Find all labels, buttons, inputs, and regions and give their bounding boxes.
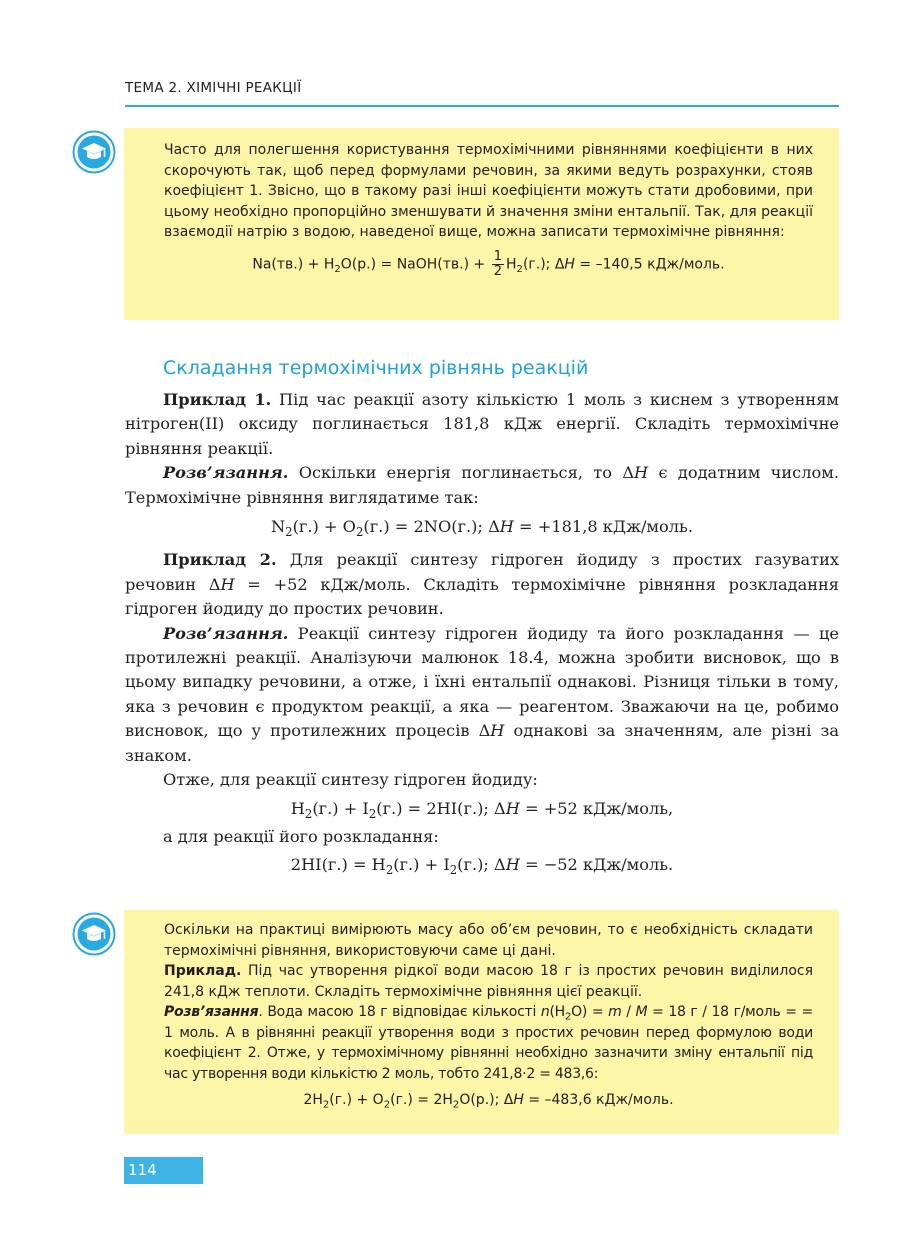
note-box-coefficients [124, 128, 839, 320]
equation-hi-synthesis: $H_2(г.) + I_2(г.) = 2HI(г.)$; ΔH = +52 кДж/моль, [290, 798, 674, 821]
example-1-solution: Розв’язання. Оскільки енергія поглинається, то ΔH є додатним числом. Термохімічне рівняння виглядатиме так: [125, 463, 839, 507]
note-solution: Розв’язання. Вода масою 18 г відповідає кількості $n(H_2O) = m / M = 18$ г / 18 г/моль = = 1 моль. А в рівнянні реакції утворення води з простих речовин перед формулою води коефіцієнт 2. Отже, у термохімічному рівнянні необхідно зазначити зміну ентальпії під час утворення води кількістю 2 моль, тобто 241,8·2 = 483,6: [164, 1004, 813, 1082]
section-title: Складання термохімічних рівнянь реакцій [163, 357, 589, 379]
example-2-solution: Розв’язання. Реакції синтезу гідроген йодиду та його розкладання — це протилежні реакції. Аналізуючи малюнок 18.4, можна зробити висновок, що в цьому випадку речовини, а отже, і їхні ентальпії однакові. Різниця тільки в тому, яка з речовин є продуктом реакції, а яка — реагентом. Зважаючи на це, робимо висновок, що у протилежних процесів ΔH однакові за значенням, але різні за знаком. [125, 623, 839, 765]
fraction-one-half: $\frac{1}{2}$ [493, 248, 502, 279]
equation-nitrogen-oxygen: $N_2(г.) + O_2(г.) = 2NO(г.)$; ΔH = +181,8 кДж/моль. [270, 517, 694, 540]
equation-hi-decomposition: $2HI(г.) = H_2(г.) + I_2(г.)$; ΔH = −52 кДж/моль. [290, 855, 674, 878]
example-2-paragraph: Приклад 2. Для реакції синтезу гідроген йодиду з простих газуватих речовин ΔH = +52 кДж/моль. Складіть термохімічне рівняння розкладання гідроген йодиду до простих речовин. [125, 550, 840, 619]
graduation-cap-icon [72, 912, 116, 956]
note-intro: Оскільки на практиці вимірюють масу або об’єм речовин, то є необхідність складати термохімічні рівняння, використовуючи саме ці дані. [164, 922, 813, 959]
equation-sodium-water: $Na(тв.) + H_2O(р.)$ = NaOH(тв.) + $\frac{1}{2}$ $H_2(г.)$; ΔH = –140,5 кДж/моль. [252, 248, 725, 279]
equation-water-formation: $2H_2(г.) + O_2(г.) = 2H_2O(р.)$; ΔH = –483,6 кДж/моль. [303, 1092, 674, 1111]
main-text [125, 388, 839, 878]
example-1-paragraph: Приклад 1. Під час реакції азоту кількістю 1 моль з киснем з утворенням нітроген(ІІ) оксиду поглинається 181,8 кДж енергії. Складіть термохімічне рівняння реакції. [125, 390, 839, 458]
graduation-cap-icon [72, 130, 116, 174]
running-header: ТЕМА 2. ХІМІЧНІ РЕАКЦІЇ [125, 80, 302, 96]
page-number: 114 [124, 1157, 203, 1184]
header-divider [125, 105, 839, 107]
note-example: Приклад. Під час утворення рідкої води масою 18 г із простих речовин виділилося 241,8 кДж теплоти. Складіть термохімічне рівняння цієї реакції. [164, 963, 813, 1000]
synthesis-intro: Отже, для реакції синтезу гідроген йодиду: [163, 770, 538, 790]
note-text: Часто для полегшення користування термохімічними рівняннями коефіцієнти в них скорочують так, щоб перед формулами речовин, за якими ведуть розрахунки, стояв коефіцієнт 1. Звісно, що в такому разі інші коефіцієнти можуть стати дробовими, при цьому необхідно пропорційно зменшувати й значення зміни ентальпії. Так, для реакції взаємодії натрію з водою, наведеної вище, можна записати термохімічне рівняння: [164, 142, 813, 240]
decomposition-intro: а для реакції його розкладання: [163, 826, 439, 846]
note-box-mass-example [124, 910, 839, 1134]
